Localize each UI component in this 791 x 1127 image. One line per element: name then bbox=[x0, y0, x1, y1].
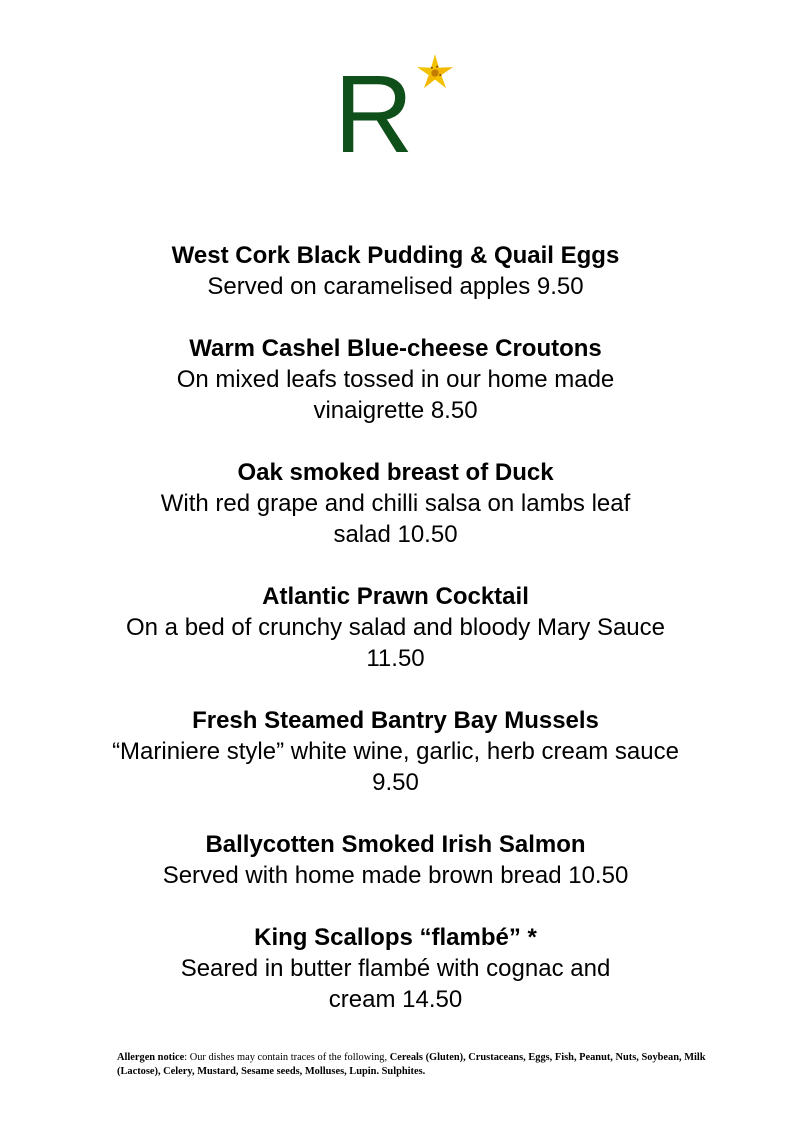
menu-item bbox=[0, 581, 791, 674]
menu-item bbox=[0, 240, 791, 302]
dish-description: 11.50 bbox=[366, 645, 425, 672]
dish-title: Oak smoked breast of Duck bbox=[237, 459, 554, 486]
dish-description: Served with home made brown bread 10.50 bbox=[162, 862, 629, 889]
dish-description: salad 10.50 bbox=[333, 521, 458, 548]
dish-description: Served on caramelised apples 9.50 bbox=[207, 273, 584, 300]
dish-description: With red grape and chilli salsa on lambs leaf bbox=[160, 490, 631, 517]
dish-title: Atlantic Prawn Cocktail bbox=[262, 583, 529, 610]
dish-title: Warm Cashel Blue-cheese Croutons bbox=[189, 335, 602, 362]
starters-menu bbox=[0, 240, 791, 1046]
dish-description: Seared in butter flambé with cognac and bbox=[180, 955, 611, 982]
dish-description: On mixed leafs tossed in our home made bbox=[176, 366, 615, 393]
logo-letter: R bbox=[334, 53, 414, 176]
dish-description: 9.50 bbox=[372, 769, 419, 796]
menu-item bbox=[0, 705, 791, 798]
menu-item bbox=[0, 457, 791, 550]
menu-item bbox=[0, 922, 791, 1015]
dish-description: cream 14.50 bbox=[328, 986, 463, 1013]
restaurant-logo bbox=[334, 53, 464, 176]
flower-icon bbox=[414, 52, 456, 94]
menu-item bbox=[0, 333, 791, 426]
dish-title: Ballycotten Smoked Irish Salmon bbox=[205, 831, 586, 858]
menu-item bbox=[0, 829, 791, 891]
dish-title: Fresh Steamed Bantry Bay Mussels bbox=[192, 707, 599, 734]
dish-description: “Mariniere style” white wine, garlic, herb cream sauce bbox=[112, 738, 679, 765]
allergen-notice bbox=[117, 1051, 717, 1079]
dish-description: On a bed of crunchy salad and bloody Mary Sauce bbox=[126, 614, 665, 641]
allergen-list: Cereals (Gluten), Crustaceans, Eggs, Fish, Peanut, Nuts, Soybean, Milk (Lactose), Celery, Mustard, Sesame seeds, Molluses, Lupin. Sulphites. bbox=[117, 1052, 706, 1077]
dish-title: West Cork Black Pudding & Quail Eggs bbox=[171, 242, 620, 269]
allergen-label: Allergen notice bbox=[117, 1052, 185, 1063]
dish-description: vinaigrette 8.50 bbox=[313, 397, 478, 424]
dish-title: King Scallops “flambé” * bbox=[254, 924, 537, 951]
allergen-intro: : Our dishes may contain traces of the following, bbox=[184, 1052, 390, 1063]
